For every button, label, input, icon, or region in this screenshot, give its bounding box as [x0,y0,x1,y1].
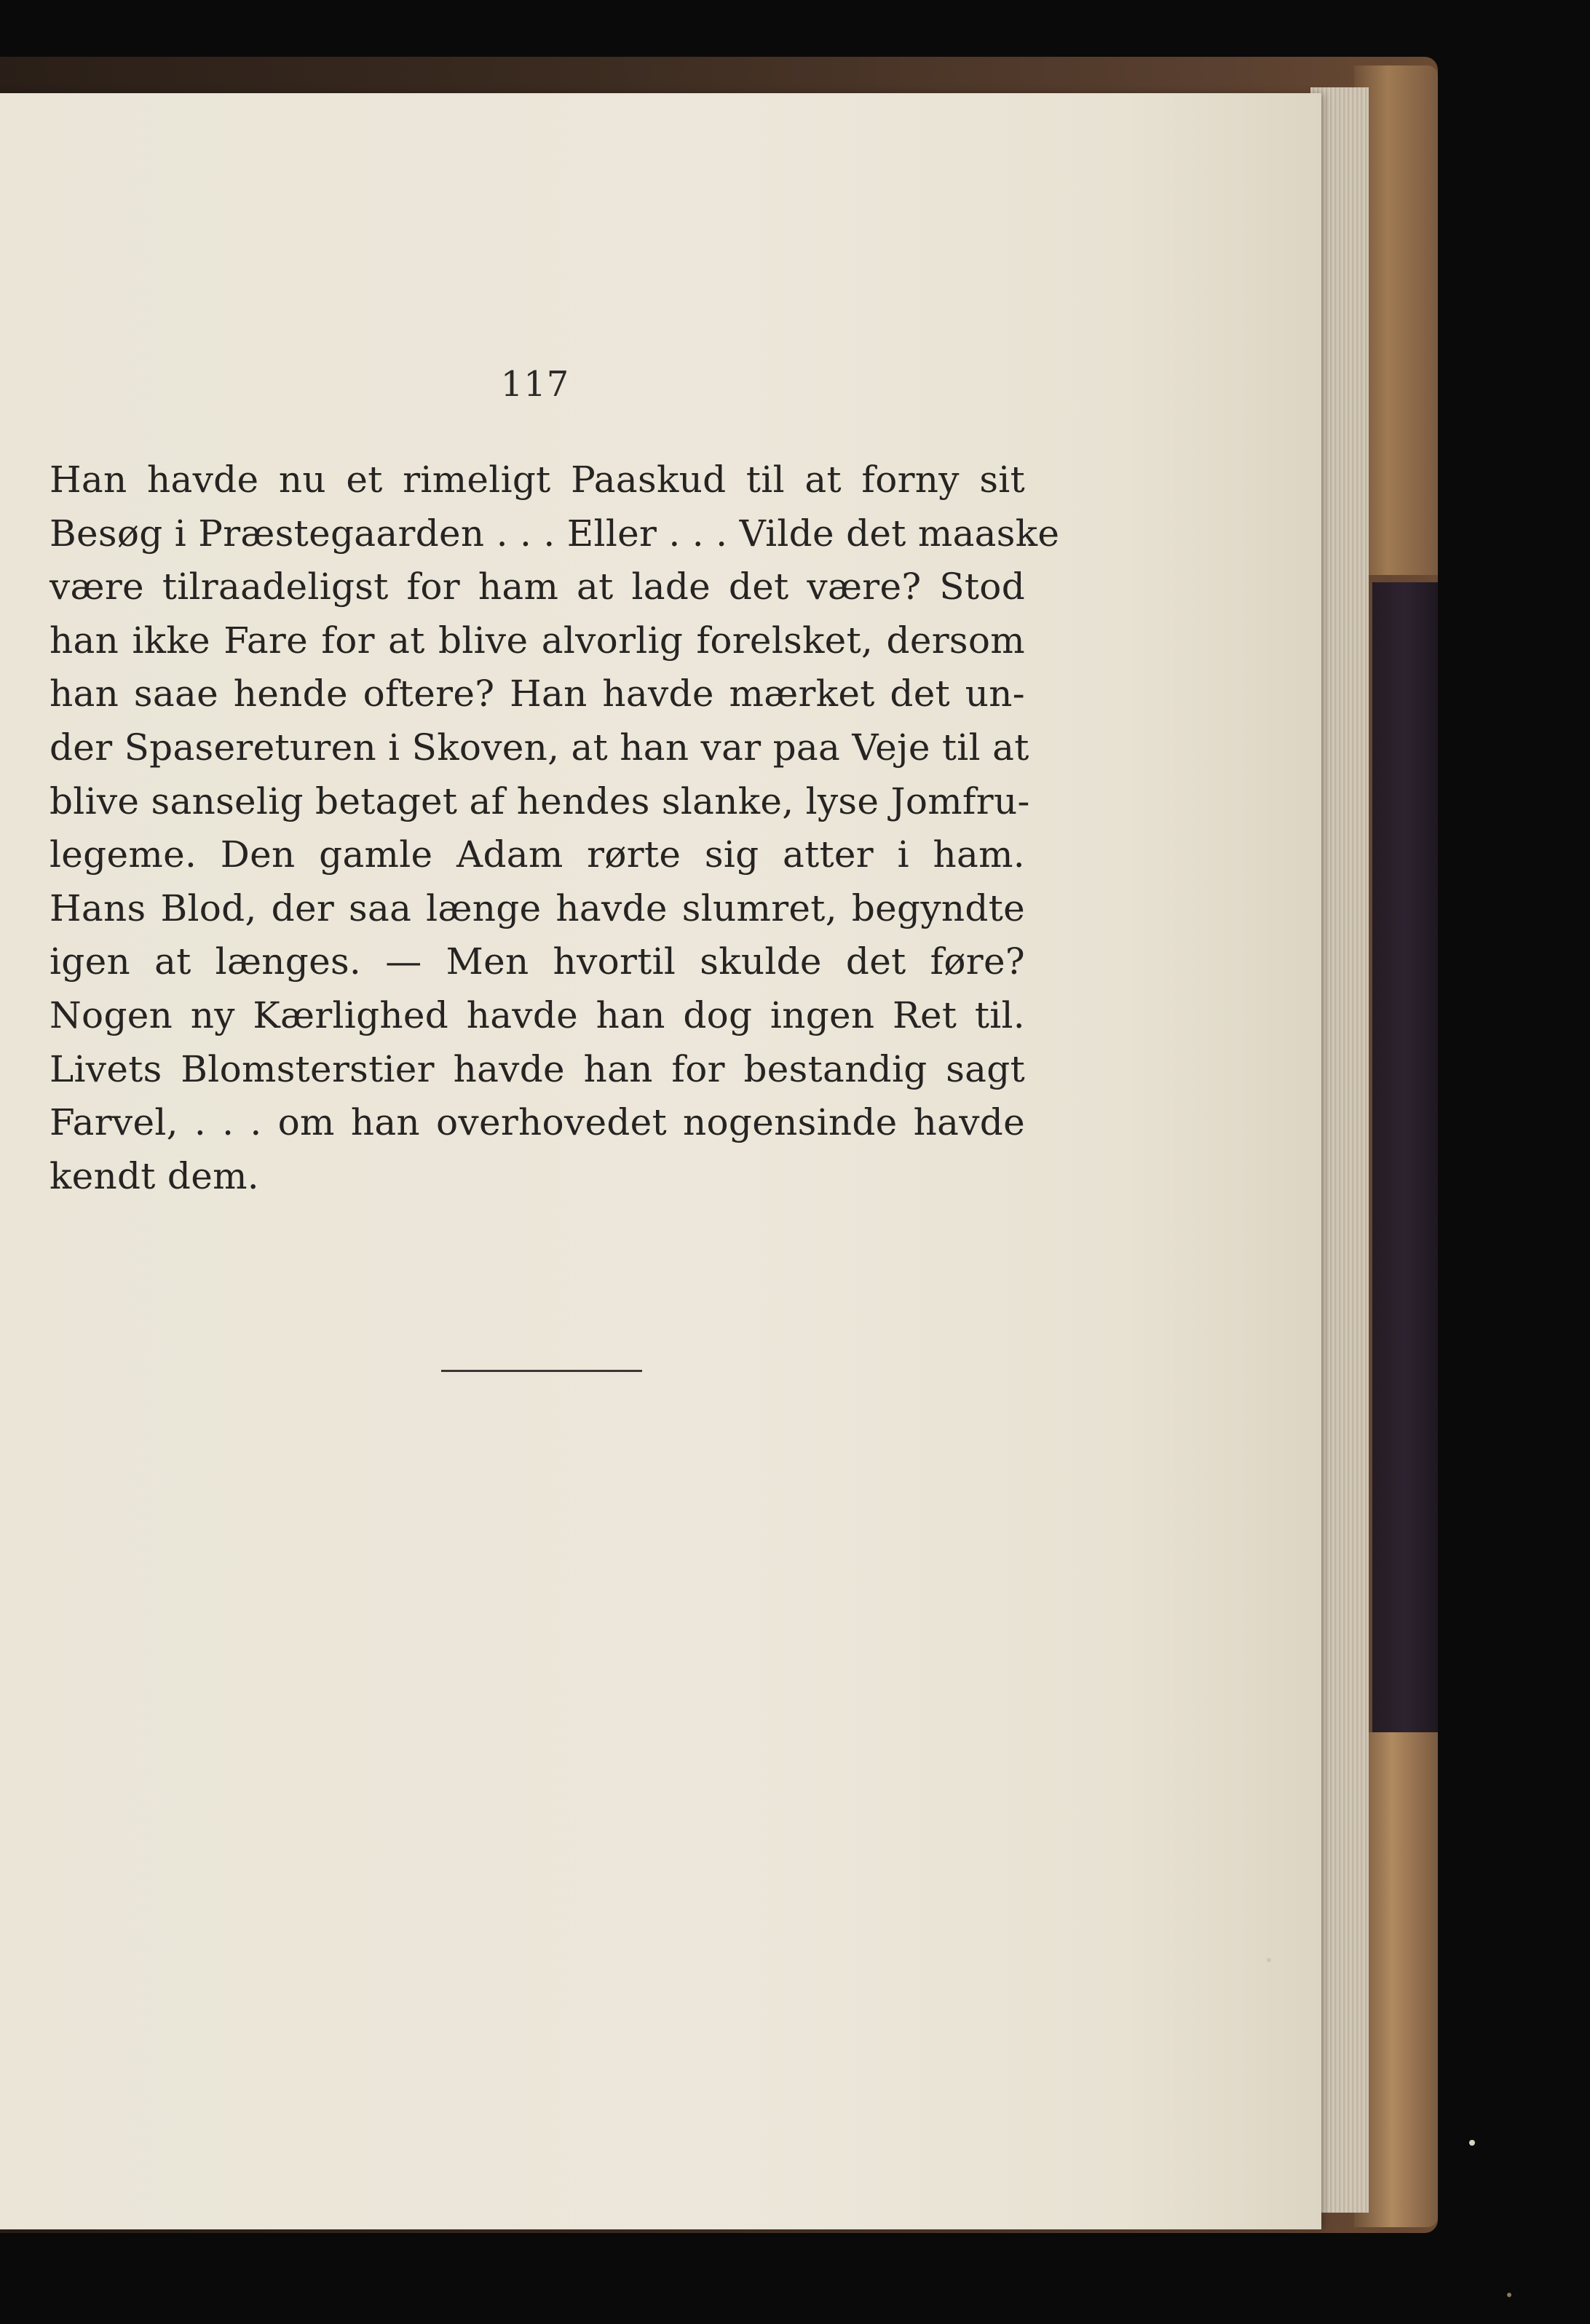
page-number: 117 [500,364,570,405]
text-line: Besøg i Præstegaarden . . . Eller . . . Vilde det maaske [50,512,1060,555]
chapter-end-rule [441,1370,642,1372]
text-line: igen at længes. — Men hvortil skulde det føre? [50,940,1025,983]
text-line: der Spasereturen i Skoven, at han var paa Veje til at [50,726,1029,769]
text-line-last: kendt dem. [50,1154,259,1197]
text-line: han ikke Fare for at blive alvorlig forelsket, dersom [50,619,1025,662]
text-line: legeme. Den gamle Adam rørte sig atter i ham. [50,833,1025,876]
text-line: Nogen ny Kærlighed havde han dog ingen Ret til. [50,994,1025,1036]
body-text [50,453,1060,1203]
text-line: Livets Blomsterstier havde han for bestandig sagt [50,1047,1025,1090]
background-speck [1469,2140,1475,2146]
background-speck [1267,1958,1271,1962]
text-line: Farvel, . . . om han overhovedet nogensinde havde [50,1101,1025,1144]
cover-cloth-edge [1372,582,1438,1732]
text-line: Han havde nu et rimeligt Paaskud til at forny sit [50,459,1025,501]
text-line: være tilraadeligst for ham at lade det være? Stod [50,566,1025,608]
text-line: Hans Blod, der saa længe havde slumret, begyndte [50,887,1025,929]
text-line: blive sanselig betaget af hendes slanke, lyse Jomfru- [50,780,1030,822]
book-page [0,93,1321,2229]
background-speck [1507,2293,1511,2297]
text-line: han saae hende oftere? Han havde mærket det un- [50,673,1025,715]
